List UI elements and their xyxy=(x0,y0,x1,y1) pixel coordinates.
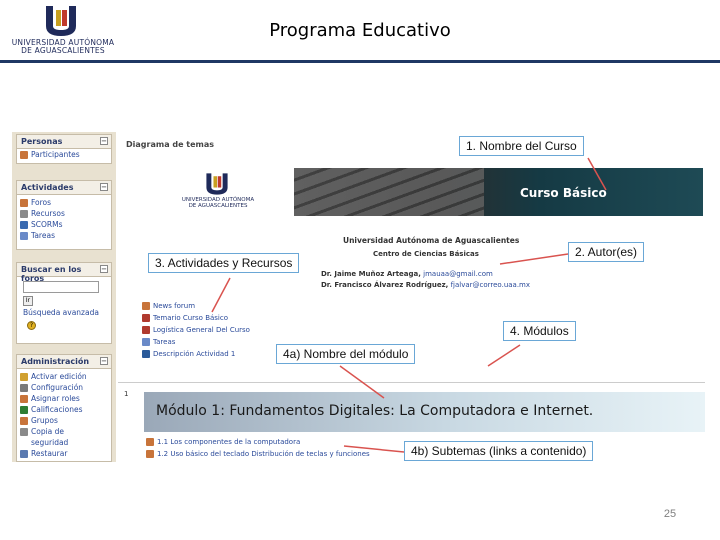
people-icon xyxy=(20,151,28,159)
sidebar-item-activar-edicion[interactable] xyxy=(17,371,111,382)
subtopic-1-2[interactable] xyxy=(146,450,370,458)
activity-news-forum[interactable] xyxy=(142,302,195,310)
block-buscar-header xyxy=(17,263,111,283)
sidebar-item-configuracion[interactable] xyxy=(17,382,111,393)
scorm-icon xyxy=(20,221,28,229)
advanced-search-link[interactable]: Búsqueda avanzada xyxy=(23,308,99,317)
author-name: Dr. Jaime Muñoz Arteaga, xyxy=(321,270,421,278)
content-icon xyxy=(146,450,154,458)
block-administracion-title: Administración xyxy=(21,357,90,366)
callout-actividades: 3. Actividades y Recursos xyxy=(148,253,299,273)
sidebar-item-tareas[interactable] xyxy=(17,230,111,241)
sidebar-item-label: Calificaciones xyxy=(31,405,83,414)
block-personas-title: Personas xyxy=(21,137,63,146)
block-actividades-header xyxy=(17,181,111,195)
course-logo-text xyxy=(173,197,263,209)
groups-icon xyxy=(20,417,28,425)
activity-label: Tareas xyxy=(153,338,176,346)
author-2 xyxy=(321,281,530,289)
callout-nombre-modulo: 4a) Nombre del módulo xyxy=(276,344,415,364)
collapse-icon[interactable]: − xyxy=(101,265,107,273)
sidebar-item-label: Recursos xyxy=(31,209,65,218)
sidebar-item-label: Restaurar xyxy=(31,449,68,458)
section-divider xyxy=(118,382,705,383)
author-name: Dr. Francisco Álvarez Rodríguez, xyxy=(321,281,449,289)
backup-icon xyxy=(20,428,28,436)
collapse-icon[interactable]: − xyxy=(101,357,107,365)
sidebar-item-grupos[interactable] xyxy=(17,415,111,426)
sidebar-item-label: Grupos xyxy=(31,416,58,425)
subtopic-1-1[interactable] xyxy=(146,438,300,446)
activity-label: Logística General Del Curso xyxy=(153,326,250,334)
sidebar-item-calificaciones[interactable] xyxy=(17,404,111,415)
resource-icon xyxy=(20,210,28,218)
center-name: Centro de Ciencias Básicas xyxy=(373,250,479,258)
university-name: Universidad Autónoma de Aguascalientes xyxy=(343,236,520,245)
collapse-icon[interactable]: − xyxy=(101,183,107,191)
block-personas xyxy=(16,134,112,164)
university-shield-icon xyxy=(42,4,80,38)
course-logo-line1: UNIVERSIDAD AUTÓNOMA xyxy=(181,197,255,203)
author-email-link[interactable]: jmauaa@gmail.com xyxy=(423,270,493,278)
sidebar-item-copia[interactable] xyxy=(17,426,111,437)
activity-descripcion[interactable] xyxy=(142,350,235,358)
restore-icon xyxy=(20,450,28,458)
callout-autores: 2. Autor(es) xyxy=(568,242,644,262)
search-go-button[interactable]: Ir xyxy=(23,296,33,306)
university-logo xyxy=(8,4,118,56)
roles-icon xyxy=(20,395,28,403)
block-administracion-header xyxy=(17,355,111,369)
assignment-icon xyxy=(142,338,150,346)
block-administracion xyxy=(16,354,112,462)
sidebar-item-restaurar[interactable] xyxy=(17,448,111,459)
author-email-link[interactable]: fjalvar@correo.uaa.mx xyxy=(450,281,531,289)
author-1 xyxy=(321,270,493,278)
keyboard-image xyxy=(294,168,484,216)
document-icon xyxy=(142,350,150,358)
block-actividades xyxy=(16,180,112,250)
sidebar-item-recursos[interactable] xyxy=(17,208,111,219)
pdf-icon xyxy=(142,326,150,334)
university-shield-icon xyxy=(203,172,231,196)
block-actividades-title: Actividades xyxy=(21,183,74,192)
help-icon[interactable]: ? xyxy=(27,321,36,330)
forum-icon xyxy=(20,199,28,207)
logo-text-line1: UNIVERSIDAD AUTÓNOMA xyxy=(11,38,115,47)
block-buscar xyxy=(16,262,112,344)
content-icon xyxy=(146,438,154,446)
grades-icon xyxy=(20,406,28,414)
activity-tareas[interactable] xyxy=(142,338,175,346)
course-screenshot xyxy=(12,132,705,462)
subtopic-label: 1.2 Uso básico del teclado Distribución de teclas y funciones xyxy=(157,450,370,458)
logo-text xyxy=(8,39,118,55)
sidebar-item-label: Copia de xyxy=(31,427,65,436)
forum-icon xyxy=(142,302,150,310)
course-logo-line2: DE AGUASCALIENTES xyxy=(188,203,248,209)
module-title: Módulo 1: Fundamentos Digitales: La Computadora e Internet. xyxy=(156,403,594,419)
sidebar-item-label: Asignar roles xyxy=(31,394,80,403)
callout-nombre-curso: 1. Nombre del Curso xyxy=(459,136,584,156)
assignment-icon xyxy=(20,232,28,240)
course-name: Curso Básico xyxy=(520,186,607,200)
activity-label: News forum xyxy=(153,302,196,310)
activity-label: Temario Curso Básico xyxy=(153,314,229,322)
sidebar-item-asignar-roles[interactable] xyxy=(17,393,111,404)
sidebar-item-copia-cont[interactable] xyxy=(17,437,111,448)
pdf-icon xyxy=(142,314,150,322)
course-main xyxy=(118,132,705,462)
block-personas-header xyxy=(17,135,111,149)
diagram-title: Diagrama de temas xyxy=(126,140,215,149)
sidebar-item-label: Participantes xyxy=(31,150,80,159)
title-divider xyxy=(0,60,720,63)
sidebar-item-scorms[interactable] xyxy=(17,219,111,230)
sidebar-item-label: seguridad xyxy=(31,438,69,447)
subtopic-label: 1.1 Los componentes de la computadora xyxy=(157,438,301,446)
page-number: 25 xyxy=(663,508,677,520)
block-buscar-title: Buscar en los foros xyxy=(21,265,82,283)
edit-icon xyxy=(20,373,28,381)
module-banner xyxy=(144,392,705,432)
sidebar-item-label: Foros xyxy=(31,198,52,207)
activity-label: Descripción Actividad 1 xyxy=(153,350,236,358)
sidebar-item-foros[interactable] xyxy=(17,197,111,208)
sidebar-item-label: SCORMs xyxy=(31,220,63,229)
collapse-icon[interactable]: − xyxy=(101,137,107,145)
sidebar-item-label: Activar edición xyxy=(31,372,87,381)
logo-text-line2: DE AGUASCALIENTES xyxy=(21,46,105,55)
callout-modulos: 4. Módulos xyxy=(503,321,576,341)
activity-logistica[interactable] xyxy=(142,326,250,334)
course-sidebar xyxy=(12,132,116,462)
settings-icon xyxy=(20,384,28,392)
sidebar-item-label: Tareas xyxy=(31,231,55,240)
callout-subtemas: 4b) Subtemas (links a contenido) xyxy=(404,441,593,461)
course-banner xyxy=(294,168,703,216)
slide-title: Programa Educativo xyxy=(269,20,451,41)
activity-temario[interactable] xyxy=(142,314,228,322)
sidebar-item-participantes[interactable] xyxy=(17,149,111,160)
course-logo xyxy=(173,172,263,212)
sidebar-item-label: Configuración xyxy=(31,383,84,392)
section-number: 1 xyxy=(124,390,129,398)
